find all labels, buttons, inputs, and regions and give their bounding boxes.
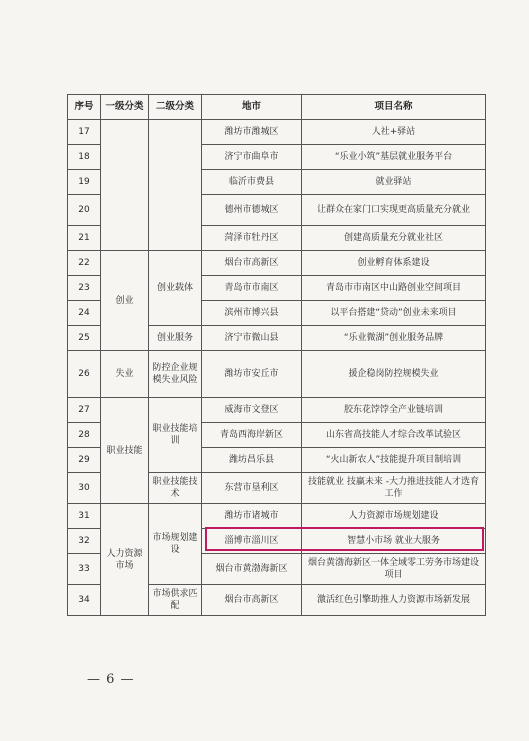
row-number: 29 [68, 448, 101, 473]
table-row [68, 504, 486, 529]
city-cell: 潍坊市安丘市 [202, 351, 302, 398]
category-1-cell: 人力资源市场 [101, 504, 149, 616]
city-cell: 潍坊昌乐县 [202, 448, 302, 473]
category-2-cell: 防控企业规模失业风险 [149, 351, 202, 398]
city-cell: 滨州市博兴县 [202, 301, 302, 326]
project-cell: 青岛市市南区中山路创业空间项目 [302, 276, 486, 301]
city-cell: 淄博市淄川区 [202, 529, 302, 554]
row-number: 23 [68, 276, 101, 301]
row-number: 24 [68, 301, 101, 326]
project-cell: 智慧小市场 就业大服务 [302, 529, 486, 554]
row-number: 26 [68, 351, 101, 398]
category-2-cell: 市场供求匹配 [149, 585, 202, 616]
header-category-1: 一级分类 [101, 95, 149, 120]
category-2-cell: 职业技能培训 [149, 398, 202, 473]
table-header-row [68, 95, 486, 120]
project-cell: “乐业小筑”基层就业服务平台 [302, 145, 486, 170]
project-cell: 援企稳岗防控规模失业 [302, 351, 486, 398]
row-number: 18 [68, 145, 101, 170]
city-cell: 菏泽市牡丹区 [202, 226, 302, 251]
project-cell: 创业孵育体系建设 [302, 251, 486, 276]
row-number: 30 [68, 473, 101, 504]
city-cell: 青岛市市南区 [202, 276, 302, 301]
row-number: 31 [68, 504, 101, 529]
project-cell: 以平台搭建“贷动”创业未来项目 [302, 301, 486, 326]
city-cell: 烟台市黄渤海新区 [202, 554, 302, 585]
row-number: 27 [68, 398, 101, 423]
header-project-name: 项目名称 [302, 95, 486, 120]
project-cell: 让群众在家门口实现更高质量充分就业 [302, 195, 486, 226]
table-row [68, 351, 486, 398]
category-1-cell [101, 120, 149, 251]
city-cell: 临沂市费县 [202, 170, 302, 195]
row-number: 20 [68, 195, 101, 226]
category-2-cell: 创业载体 [149, 251, 202, 326]
city-cell: 烟台市高新区 [202, 585, 302, 616]
row-number: 33 [68, 554, 101, 585]
city-cell: 德州市德城区 [202, 195, 302, 226]
row-number: 19 [68, 170, 101, 195]
row-number: 21 [68, 226, 101, 251]
project-cell: 山东省高技能人才综合改革试验区 [302, 423, 486, 448]
category-2-cell: 创业服务 [149, 326, 202, 351]
header-city: 地市 [202, 95, 302, 120]
city-cell: 烟台市高新区 [202, 251, 302, 276]
category-2-cell: 职业技能技术 [149, 473, 202, 504]
project-cell: 胶东花饽饽全产业链培训 [302, 398, 486, 423]
city-cell: 潍坊市潍城区 [202, 120, 302, 145]
project-table [67, 94, 486, 616]
category-2-cell [149, 120, 202, 251]
table-row [68, 398, 486, 423]
project-cell: “乐业微湖”创业服务品牌 [302, 326, 486, 351]
project-cell: 烟台黄渤海新区一体全域零工劳务市场建设项目 [302, 554, 486, 585]
project-cell: 人社+驿站 [302, 120, 486, 145]
table-row [68, 251, 486, 276]
category-1-cell: 失业 [101, 351, 149, 398]
row-number: 17 [68, 120, 101, 145]
city-cell: 威海市文登区 [202, 398, 302, 423]
row-number: 22 [68, 251, 101, 276]
category-1-cell: 创业 [101, 251, 149, 351]
project-cell: 人力资源市场规划建设 [302, 504, 486, 529]
category-1-cell: 职业技能 [101, 398, 149, 504]
project-cell: 就业驿站 [302, 170, 486, 195]
row-number: 32 [68, 529, 101, 554]
table-row [68, 120, 486, 145]
project-cell: 技能就业 技赢未来 -大力推进技能人才选育工作 [302, 473, 486, 504]
row-number: 34 [68, 585, 101, 616]
city-cell: 青岛西海岸新区 [202, 423, 302, 448]
row-number: 28 [68, 423, 101, 448]
city-cell: 济宁市曲阜市 [202, 145, 302, 170]
city-cell: 东营市垦利区 [202, 473, 302, 504]
header-category-2: 二级分类 [149, 95, 202, 120]
category-2-cell: 市场规划建设 [149, 504, 202, 585]
row-number: 25 [68, 326, 101, 351]
project-cell: 创建高质量充分就业社区 [302, 226, 486, 251]
city-cell: 潍坊市诸城市 [202, 504, 302, 529]
city-cell: 济宁市微山县 [202, 326, 302, 351]
project-cell: “火山新农人”技能提升项目制培训 [302, 448, 486, 473]
project-cell: 激活红色引擎助推人力资源市场新发展 [302, 585, 486, 616]
page-number: — 6 — [87, 672, 135, 687]
header-index: 序号 [68, 95, 101, 120]
